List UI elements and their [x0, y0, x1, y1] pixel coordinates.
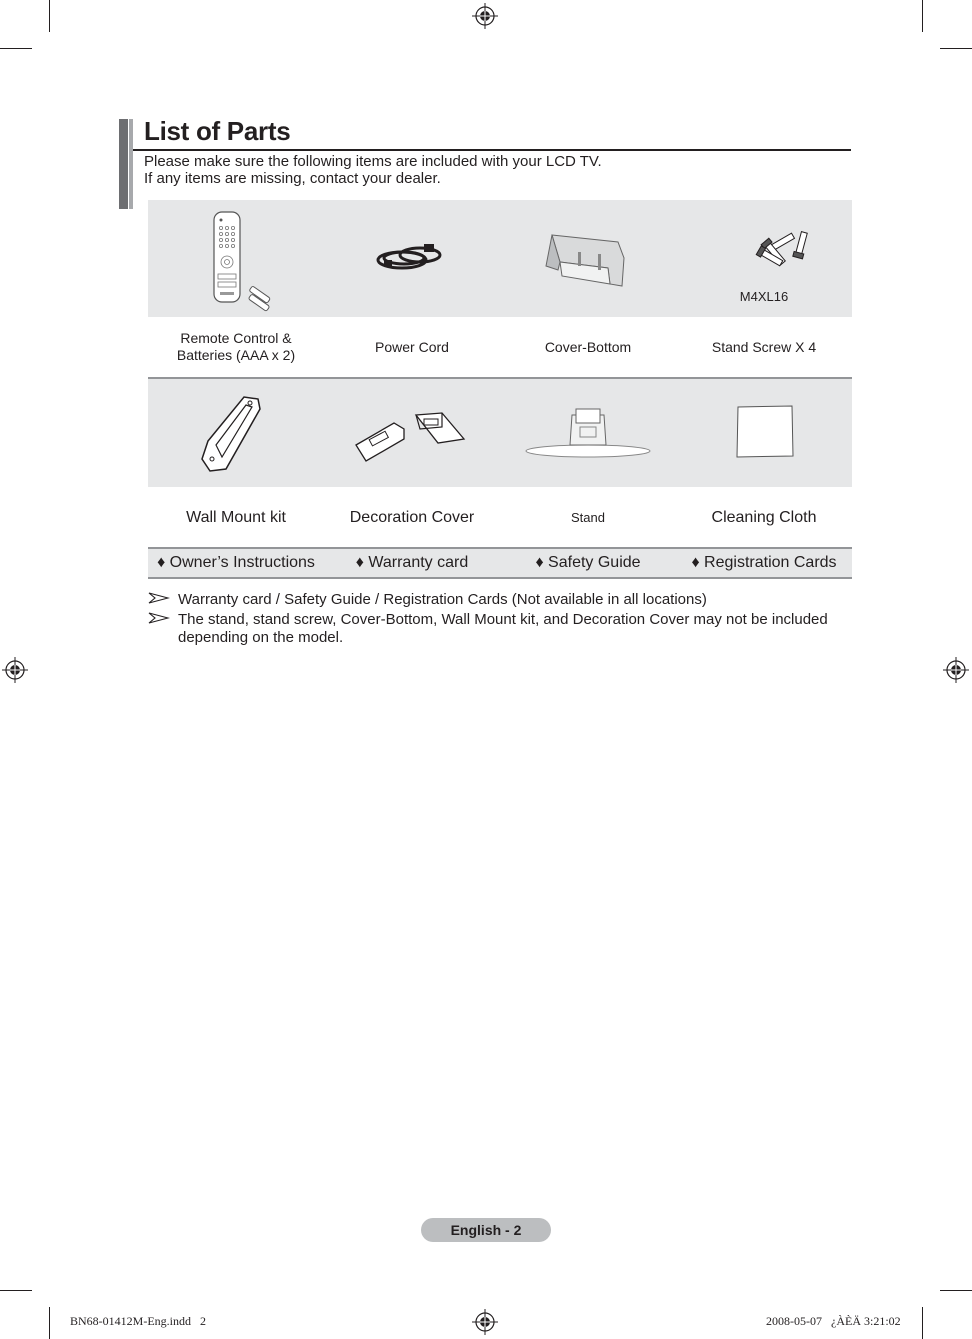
- crop-mark-top-right-v: [922, 0, 923, 32]
- note-text: [178, 611, 838, 647]
- crop-mark-bottom-left-v: [49, 1307, 50, 1339]
- crop-mark-bottom-right-v: [922, 1307, 923, 1339]
- page-number-badge: English - 2: [421, 1218, 551, 1242]
- part-image-cleaning-cloth: [676, 379, 852, 487]
- part-label-power-cord: Power Cord: [375, 338, 449, 355]
- page-title: List of Parts: [144, 116, 291, 146]
- crop-mark-bottom-left-h: [0, 1290, 32, 1291]
- part-label-remote-control: [148, 317, 324, 377]
- note-arrow-icon: [148, 611, 170, 625]
- document-registration-cards: ♦ Registration Cards: [691, 554, 837, 571]
- part-image-power-cord: [324, 200, 500, 317]
- part-image-remote-control: [148, 200, 324, 317]
- part-label-line: Batteries (AAA x 2): [176, 347, 296, 363]
- part-image-stand-screw: [676, 200, 852, 317]
- document-safety-guide: ♦ Safety Guide: [535, 554, 641, 571]
- note-availability: [148, 591, 848, 609]
- part-label-cover-bottom: Cover-Bottom: [544, 338, 632, 355]
- registration-mark-icon: [472, 1309, 498, 1335]
- crop-mark-top-left-v: [49, 0, 50, 32]
- header-accent-bar-light: [129, 119, 133, 209]
- table-bottom-rule: [148, 577, 852, 579]
- parts-label-row-2: [148, 487, 852, 547]
- documents-row: [148, 549, 852, 577]
- part-label-line: Remote Control &: [180, 330, 292, 346]
- decoration-cover-icon: [324, 379, 500, 487]
- note-arrow-icon: [148, 591, 170, 605]
- remote-control-icon: [148, 200, 324, 317]
- part-label-cleaning-cloth: Cleaning Cloth: [711, 508, 817, 526]
- registration-mark-icon: [943, 657, 969, 683]
- crop-mark-bottom-right-h: [940, 1290, 972, 1291]
- part-label-stand-screw: Stand Screw X 4: [711, 338, 817, 355]
- part-label-decoration-cover: Decoration Cover: [349, 508, 475, 526]
- note-text: Warranty card / Safety Guide / Registration Cards (Not available in all locations): [178, 591, 707, 608]
- title-divider: [133, 149, 851, 151]
- parts-image-row-1: [148, 200, 852, 317]
- intro-text: [144, 153, 602, 187]
- cleaning-cloth-icon: [676, 379, 852, 487]
- crop-mark-top-left-h: [0, 48, 32, 49]
- document-warranty-card: ♦ Warranty card: [355, 554, 469, 571]
- registration-mark-icon: [472, 3, 498, 29]
- parts-image-row-2: [148, 379, 852, 487]
- stand-screw-icon: [676, 200, 852, 290]
- registration-mark-icon: [2, 657, 28, 683]
- parts-label-row-1: [148, 317, 852, 377]
- cover-bottom-icon: [500, 200, 676, 317]
- screw-size-caption: M4XL16: [739, 289, 789, 304]
- part-image-wall-mount-kit: [148, 379, 324, 487]
- note-model-dependency: [148, 611, 848, 647]
- part-image-stand: [500, 379, 676, 487]
- print-slug-filename: BN68-01412M-Eng.indd 2: [70, 1314, 206, 1328]
- header-accent-bar: [119, 119, 128, 209]
- wall-mount-kit-icon: [148, 379, 324, 487]
- intro-line-2: If any items are missing, contact your dealer.: [144, 170, 441, 187]
- stand-icon: [500, 379, 676, 487]
- part-image-decoration-cover: [324, 379, 500, 487]
- part-label-stand: Stand: [571, 509, 605, 525]
- crop-mark-top-right-h: [940, 48, 972, 49]
- note-text-line: depending on the model.: [178, 629, 344, 646]
- part-image-cover-bottom: [500, 200, 676, 317]
- document-owners-instructions: ♦ Owner’s Instructions: [157, 554, 315, 571]
- intro-line-1: Please make sure the following items are included with your LCD TV.: [144, 153, 602, 170]
- print-slug-timestamp: 2008-05-07 ¿ÀÈÄ 3:21:02: [766, 1314, 901, 1328]
- note-text-line: The stand, stand screw, Cover-Bottom, Wall Mount kit, and Decoration Cover may not be included: [178, 611, 828, 628]
- part-label-wall-mount-kit: Wall Mount kit: [186, 508, 286, 526]
- power-cord-icon: [324, 200, 500, 317]
